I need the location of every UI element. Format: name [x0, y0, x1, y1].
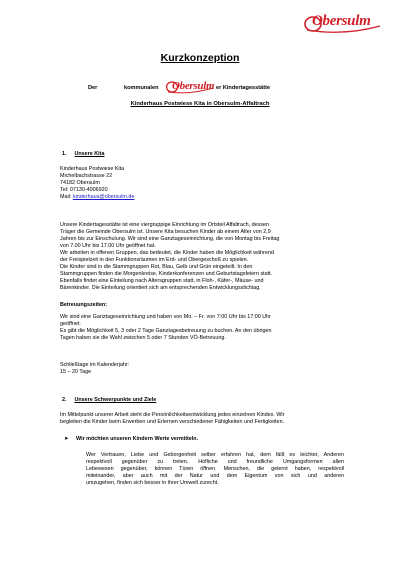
schliesstage-value: 15 – 20 Tage — [60, 368, 92, 375]
logo-wordmark: Obersulm — [312, 13, 371, 29]
page-title: Kurzkonzeption — [160, 52, 240, 64]
paragraph-line: Tagen haben sie die Wahl zwischen 5 oder 7 Stunden VÖ-Betreuung. — [60, 334, 226, 341]
paragraph-line: Stammgruppen finden die Morgenkreise, Kinderkonferenzen und Geburtstagsfeiern statt. — [60, 270, 273, 277]
page-subtitle: Kinderhaus Postwiese Kita in Obersulm-Affaltrach — [130, 101, 270, 107]
paragraph-line: der Freispielzeit in den Funktionsräumen im Erd- und Obergeschoß zu spielen. — [60, 256, 249, 263]
bullet-arrow-icon: ➤ — [64, 436, 69, 442]
paragraph-line: von 7.00 Uhr bis 17.00 Uhr geöffnet hat. — [60, 242, 156, 249]
paragraph-line: Im Mittelpunkt unserer Arbeit steht die Persönlichkeitsentwicklung jedes einzelnen Kindes. Wir — [60, 412, 285, 418]
paragraph-line: begleiten die Kinder beim Erwerben und Erlernen verschiedener Fähigkeiten und Fertigkeiten. — [60, 418, 285, 425]
focus-paragraph — [60, 412, 344, 426]
paragraph-line: Wir arbeiten in offenen Gruppen, das bedeutet, die Kinder haben die Möglichkeit während — [60, 249, 274, 256]
paragraph-line: Wir sind eine Ganztageseinrichtung und haben von Mo. – Fr. von 7:00 Uhr bis 17:00 Uhr — [60, 313, 271, 320]
values-paragraph — [86, 452, 344, 487]
address-block — [60, 166, 344, 201]
mail-link[interactable]: kinderhaus@obersulm.de — [72, 193, 135, 200]
inline-obersulm-logo — [166, 80, 214, 94]
address-line: 74182 Obersulm — [60, 179, 100, 186]
description-paragraph — [60, 222, 344, 292]
intro-word-kommunalen: kommunalen — [124, 85, 159, 91]
paragraph-line: geöffnet. — [60, 320, 81, 327]
schliesstage-label: Schließtage im Kalenderjahr: — [60, 362, 130, 368]
paragraph-line: Unsere Kindertagesstätte ist eine viergruppige Einrichtung im Ortsteil Affaltrach, dessen — [60, 222, 270, 228]
obersulm-logo — [304, 14, 382, 34]
paragraph-line: Ebenfalls findet eine Einteilung nach Altersgruppen statt, in Floh-, Käfer-, Mäuse- und — [60, 277, 264, 284]
inline-logo-wordmark: Obersulm — [172, 80, 215, 92]
paragraph-line: Träger die Gemeinde Obersulm ist. Unsere Kita besuchen Kinder ab einem Alter von 2,9 — [60, 228, 271, 235]
bullet-text: Wir möchten unseren Kindern Werte vermitteln. — [76, 436, 199, 442]
intro-word-der: Der — [88, 85, 98, 91]
paragraph-line: Lebewesen gegenüber, können Türen öffnen. Menschen, die gelernt haben, respektvoll — [86, 465, 344, 472]
intro-word-kindertagesstaette: er Kindertagesstätte — [216, 85, 271, 91]
intro-line — [88, 80, 328, 96]
section-heading-schwerpunkte — [60, 397, 156, 403]
paragraph-line: respektvoll gegenüber zu treten. Höfliche und freundliche Umgangsformen allen — [86, 458, 344, 465]
paragraph-line: Jahren bis zur Einschulung. Wir sind eine Ganztageseinrichtung, die von Montag bis Freitag — [60, 235, 280, 242]
address-line: Kinderhaus Postwiese Kita — [60, 166, 125, 172]
paragraph-line: Es gibt die Möglichkeit 5, 3 oder 2 Tage Ganztagesbetreuung zu buchen. An den übrigen — [60, 327, 272, 334]
mail-line — [60, 194, 344, 201]
schliesstage-block — [60, 362, 344, 376]
paragraph-line: Die Kinder sind in die Stammgruppen Rot, Blau, Gelb und Grün eingeteilt. In den — [60, 263, 253, 270]
paragraph-line: miteinander, aber auch mit der Natur und dem Eigentum von sich und anderen — [86, 472, 344, 479]
section-heading-unsere-kita — [60, 151, 104, 157]
section-label: Unsere Schwerpunkte und Ziele — [74, 397, 157, 403]
betreuungszeiten-label: Betreuungszeiten: — [60, 302, 108, 308]
paragraph-line: Wer Vertrauen, Liebe und Geborgenheit selber erfahren hat, dem fällt es leichter, Anderen — [86, 452, 344, 458]
bullet-item — [64, 436, 348, 443]
address-line: Tel: 07130-4006920 — [60, 186, 108, 193]
paragraph-line: Bärenkinder. Die Einteilung orientiert sich am entsprechenden Entwicklungsstichtag. — [60, 284, 261, 291]
address-line: Michelbachstrasse 22 — [60, 172, 113, 179]
mail-label: Mail: — [60, 193, 72, 200]
betreuungszeiten-block — [60, 302, 344, 342]
paragraph-line: umzugehen, finden sich besser in ihrer Umwelt zurecht. — [86, 479, 219, 486]
section-label: Unsere Kita — [74, 151, 105, 157]
section-number: 1. — [62, 151, 67, 157]
section-number: 2. — [62, 397, 67, 403]
